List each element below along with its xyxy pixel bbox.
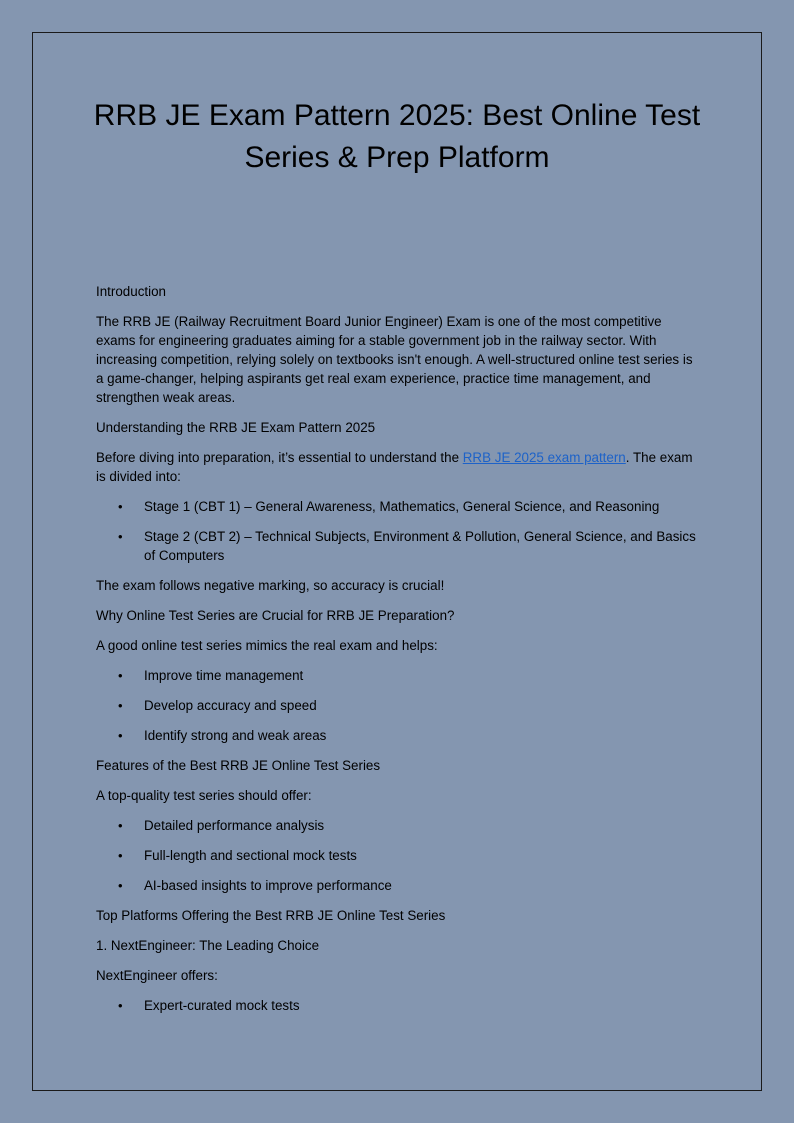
list-item: • Develop accuracy and speed [96,696,698,715]
list-item: • Expert-curated mock tests [96,996,698,1015]
intro-heading: Introduction [96,284,166,299]
exam-pattern-link[interactable]: RRB JE 2025 exam pattern [462,450,626,465]
list-item: • Identify strong and weak areas [96,726,698,745]
why-intro: A good online test series mimics the real exam and helps: [96,638,438,653]
platform1-heading: 1. NextEngineer: The Leading Choice [96,938,320,953]
stages-list [96,497,698,565]
pattern-text-after: . The exam is divided into: [96,450,693,484]
why-list [96,666,698,745]
list-item: • Improve time management [96,666,698,685]
list-item: • Full-length and sectional mock tests [96,846,698,865]
document-title [60,95,734,179]
intro-paragraph: The RRB JE (Railway Recruitment Board Junior Engineer) Exam is one of the most competitive exams for engineering graduates aiming for a stable government job in the railway sector. With increasing competition, relying solely on textbooks isn't enough. A well-structured online test series is a game-changer, helping aspirants get real exam experience, practice time management, and strengthen weak areas. [96,314,693,405]
list-item: • Stage 2 (CBT 2) – Technical Subjects, Environment & Pollution, General Science, and Basics of Computers [96,527,698,565]
features-intro: A top-quality test series should offer: [96,788,312,803]
platforms-heading: Top Platforms Offering the Best RRB JE Online Test Series [96,908,446,923]
title-line-1: RRB JE Exam Pattern 2025: Best Online Test [93,99,701,132]
platform1-list [96,996,698,1015]
features-list [96,816,698,895]
list-item: • AI-based insights to improve performance [96,876,698,895]
features-heading: Features of the Best RRB JE Online Test Series [96,758,381,773]
list-item: • Stage 1 (CBT 1) – General Awareness, Mathematics, General Science, and Reasoning [96,497,698,516]
title-line-2: Series & Prep Platform [244,141,550,174]
pattern-heading: Understanding the RRB JE Exam Pattern 2025 [96,420,376,435]
pattern-text-before: Before diving into preparation, it’s essential to understand the [96,450,463,465]
platform1-intro: NextEngineer offers: [96,968,218,983]
pattern-paragraph [96,448,698,486]
negative-marking-note: The exam follows negative marking, so accuracy is crucial! [96,578,445,593]
document-body [96,282,698,1026]
why-heading: Why Online Test Series are Crucial for RRB JE Preparation? [96,608,455,623]
list-item: • Detailed performance analysis [96,816,698,835]
